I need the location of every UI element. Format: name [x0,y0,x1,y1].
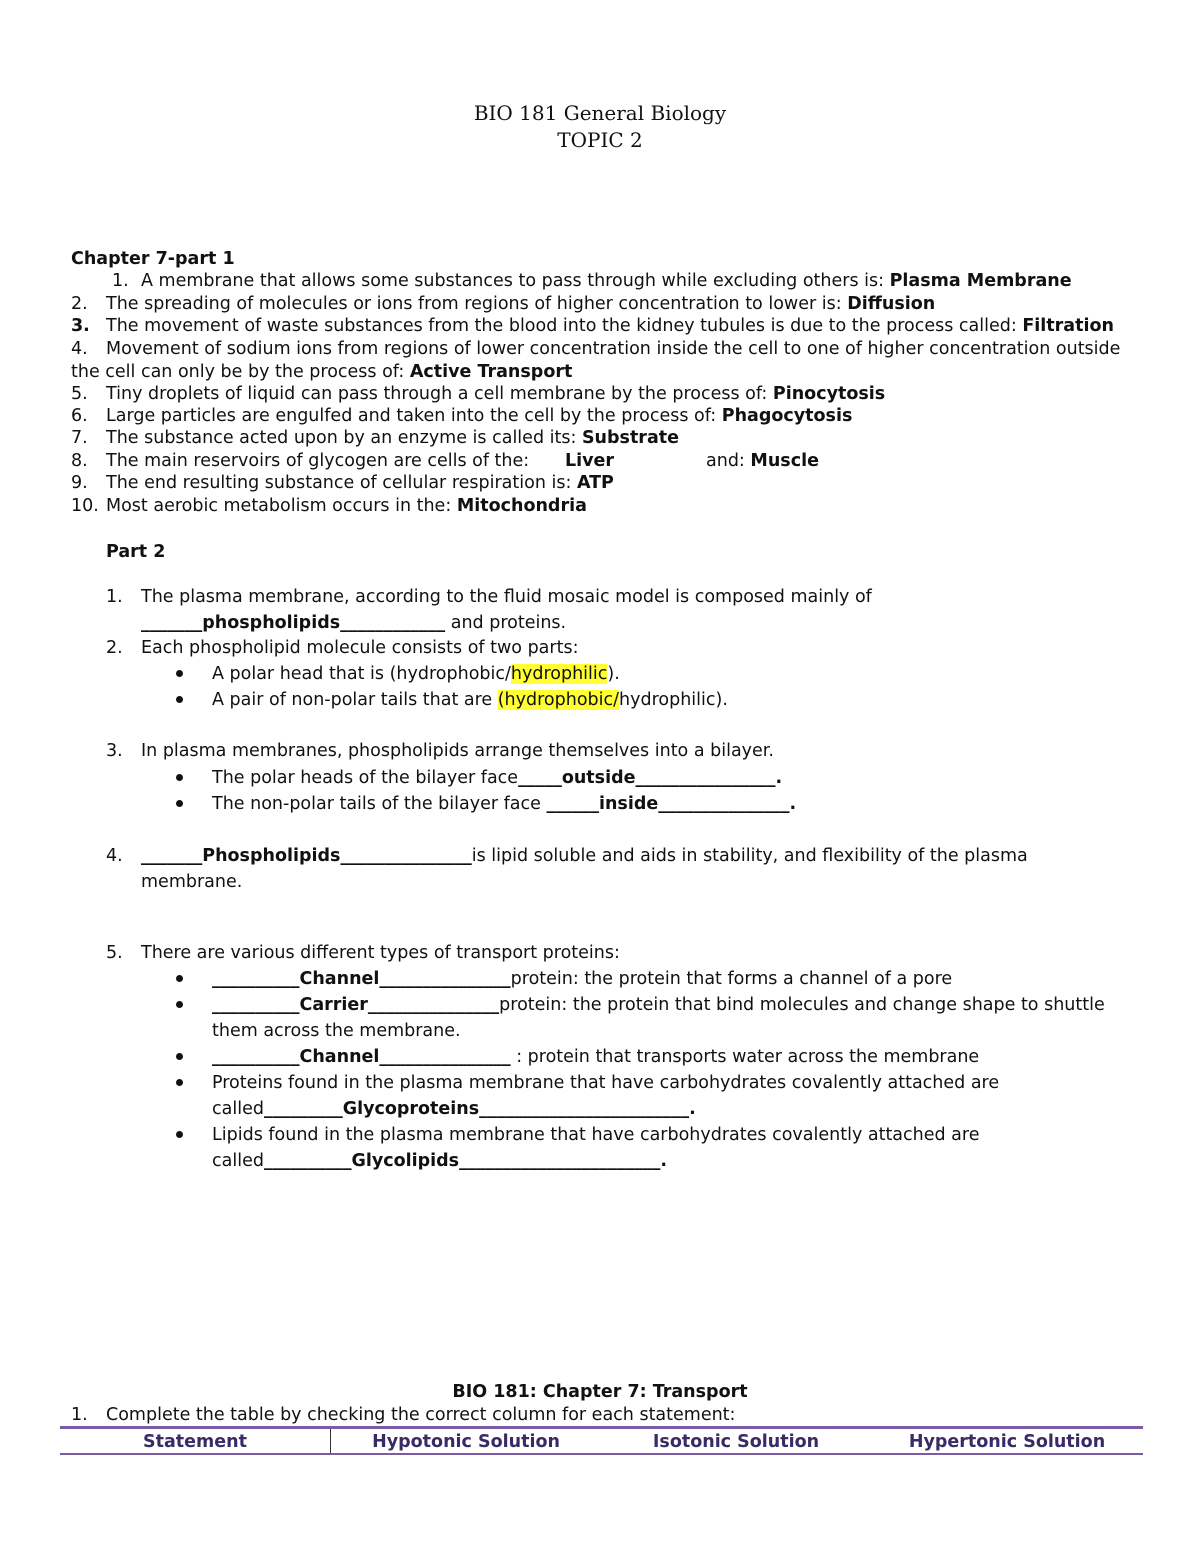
part2-heading: Part 2 [106,542,166,562]
document-title: BIO 181 General Biology [473,101,727,125]
column-header-isotonic: Isotonic Solution [652,1432,820,1452]
bullet-icon [176,1131,183,1138]
column-header-hypertonic: Hypertonic Solution [908,1432,1106,1452]
bullet-icon [176,1079,183,1086]
bullet-icon [176,800,183,807]
table-top-border [60,1426,1143,1429]
table-header-bottom-border [60,1453,1143,1455]
transport-title: BIO 181: Chapter 7: Transport [452,1382,748,1402]
highlight-hydrophilic: hydrophilic [510,664,608,684]
bullet-icon [176,696,183,703]
part1-heading: Chapter 7-part 1 [71,249,235,269]
column-header-hypotonic: Hypotonic Solution [372,1432,560,1452]
bullet-icon [176,1053,183,1060]
highlight-hydrophobic: (hydrophobic/ [497,690,620,710]
bullet-icon [176,1001,183,1008]
bullet-icon [176,774,183,781]
column-header-statement: Statement [143,1432,247,1452]
bullet-icon [176,670,183,677]
document-subtitle: TOPIC 2 [557,128,643,152]
bullet-icon [176,975,183,982]
